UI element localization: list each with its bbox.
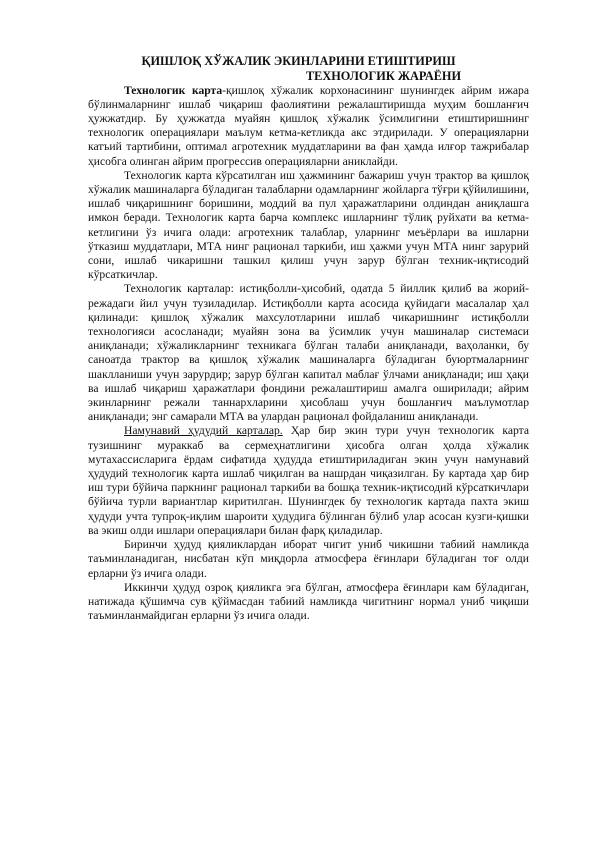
title-line-1: ҚИШЛОҚ ХЎЖАЛИК ЭКИНЛАРИНИ ЕТИШТИРИШ <box>141 54 456 68</box>
document-page <box>88 54 529 623</box>
paragraph-map-types: Технологик карталар: истиқболли-ҳисобий, одатда 5 йиллик қилиб ва жорий-режадаги йил учун тузиладилар. Истиқболли карта асосида қуйидаги масалалар ҳал қилинади: қишлоқ хўжалик махсулотларини ишлаб чикаришнинг истиқболли технологияси асосланади; муайян зона ва ўсимлик учун машиналар системаси аниқланади; хўжаликларнинг техникага бўлган талаби аниқланади, ваҳоланки, бу саноатда трактор ва қишлоқ хўжалик машиналарга бўладиган буюртмаларнинг шаклланиши учун зарурдир; зарур бўлган капитал маблағ ўлчами аниқланади; иш ҳақи ва ишлаб чиқариш ҳаражатлари фондини режалаштириш амалга оширилади; айрим экинларнинг режали таннархларини ҳисоблаш учун бошланғич маълумотлар аниқланади; энг самарали МТА ва улардан рационал фойдаланиш аниқланади. <box>88 282 529 424</box>
paragraph-map-purpose: Технологик карта кўрсатилган иш ҳажмининг бажариш учун трактор ва қишлоқ хўжалик машиналарга бўладиган талабларни одамларнинг жойларга тўғри қўйилишини, ишлаб чиқаришнинг боришини, моддий ва пул ҳаражатларини олдиндан аниқлашга имкон беради. Технологик карта барча комплекс ишларнинг тўлиқ руйхати ва кетма-кетлигини ўз ичига олади: агротехник талаблар, уларнинг меъёрлари ва ишларни ўтказиш муддатлари, МТА нинг рационал таркиби, иш ҳажми учун МТА нинг зарурий сони, ишлаб чикаришни ташкил қилиш учун зарур бўлган техник-иқтисодий кўрсаткичлар. <box>88 168 529 282</box>
paragraph-regional-maps <box>88 424 529 538</box>
paragraph-1-text: -қишлоқ хўжалик корхонасининг шунингдек айрим ижара бўлинмаларнинг ишлаб чиқариш фаолиятини режалаштиришда муҳим бошланғич ҳужжатдир. Бу ҳужжатда муайян қишлоқ хўжалик ўсимлигини етиштиришнинг технологик операциялари маълум кетма-кетликда акс этдирилади. У операцияларни катъий тартибини, оптимал агротехник муддатларини ва фан ҳамда илғор тажрибалар ҳисобга олинган айрим прогрессив операцияларни аниклайди. <box>88 83 529 168</box>
paragraph-technological-map <box>88 84 529 169</box>
paragraph-4-text: Ҳар бир экин тури учун технологик карта тузишнинг мураккаб ва сермеҳнатлигини ҳисобга олган ҳолда хўжалик мутахассисларига ёрдам сифатида ҳудудда етиштириладиган экин учун намунавий ҳудудий технологик карта ишлаб чиқилган ва нашрдан чиқазилган. Бу картада ҳар бир иш тури бўйича паркнинг рационал таркиби ва бошқа техник-иқтисодий кўрсаткичлари бўйича турли вариантлар киритилган. Шунингдек бу технологик картада пахта экиш ҳудуди учта тупроқ-иқлим шароити ҳудудига бўлинган бўлиб улар асосан кузги-қишки ва экиш олди ишлари операциялари билан фарқ қиладилар. <box>88 424 529 537</box>
paragraph-first-region: Биринчи ҳудуд қияликлардан иборат чигит униб чикишни табиий намликда таъминланадиган, нисбатан кўп миқдорла атмосфера ёғинлари бўладиган тоғ олди ерларни ўз ичига олади. <box>88 538 529 580</box>
document-title <box>88 54 529 84</box>
title-line-2: ТЕХНОЛОГИК ЖАРАЁНИ <box>305 68 462 83</box>
term-regional-maps: Намунавий ҳудудий карталар. <box>124 424 283 438</box>
term-technological-map: Технологик карта <box>124 83 223 97</box>
paragraph-second-region: Иккинчи ҳудуд озроқ қияликга эга бўлган, атмосфера ёғинлари кам бўладиган, натижада қўшимча сув қўймасдан табиий намликда чигитнинг нормал униб чиқиши таъминланмайдиган ерларни ўз ичига олади. <box>88 580 529 623</box>
